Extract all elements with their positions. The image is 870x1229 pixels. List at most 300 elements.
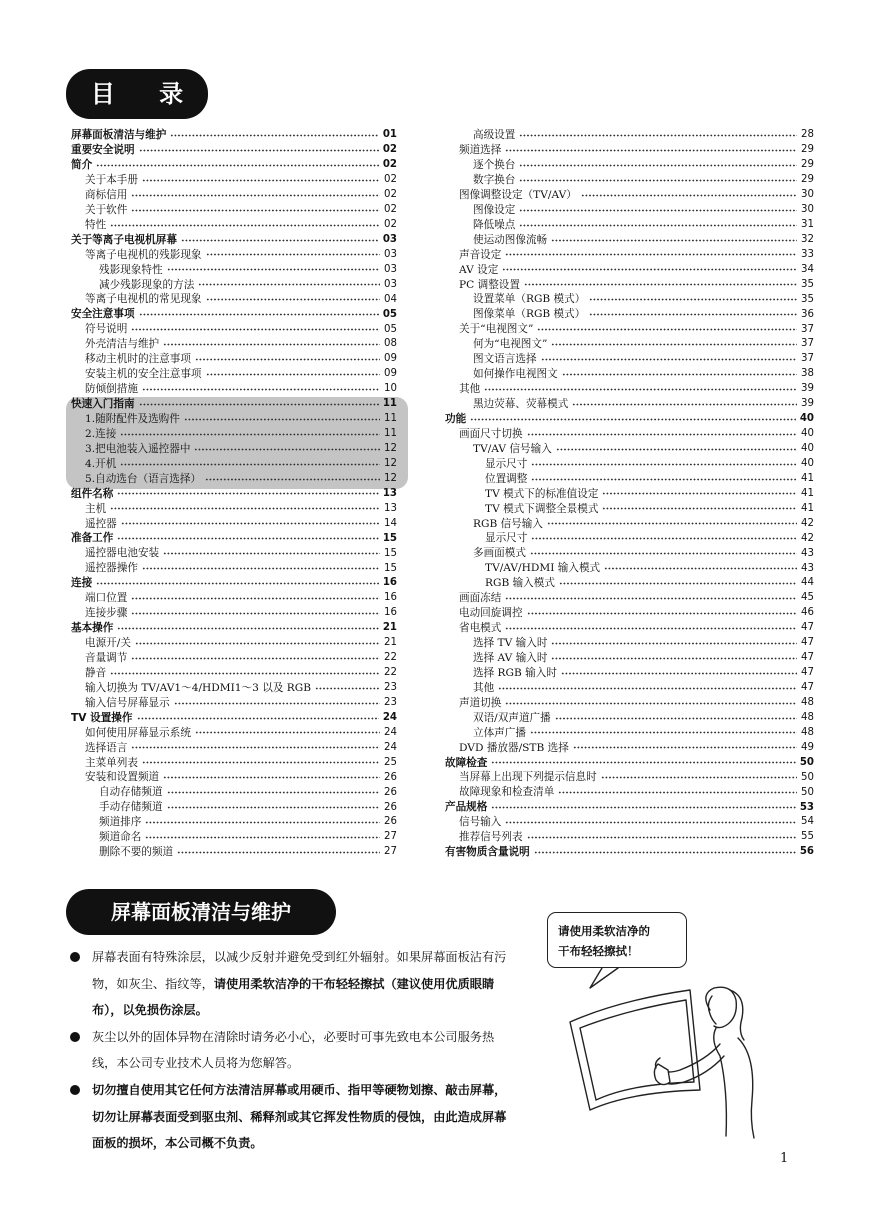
toc-leader-dots — [519, 206, 797, 215]
toc-entry-page: 29 — [801, 174, 814, 186]
toc-leader-dots — [556, 445, 797, 454]
toc-leader-dots — [541, 355, 797, 364]
toc-leader-dots — [589, 295, 797, 304]
toc-entry-title: 其他 — [473, 681, 495, 694]
toc-entry-title: 输入信号屏幕显示 — [85, 696, 170, 709]
toc-leader-dots — [117, 534, 378, 543]
toc-leader-dots — [551, 340, 797, 349]
toc-leader-dots — [505, 818, 797, 827]
toc-leader-dots — [205, 475, 380, 484]
toc-leader-dots — [562, 370, 797, 379]
bullet-text: 屏幕表面有特殊涂层，以减少反射并避免受到红外辐射。如果屏幕面板沾有污物，如灰尘、指纹等， — [92, 950, 507, 991]
toc-entry-page: 11 — [382, 398, 397, 410]
toc-entry — [71, 726, 397, 741]
toc-entry — [71, 636, 397, 651]
toc-entry — [71, 173, 397, 188]
toc-entry-title: 安装和设置频道 — [85, 771, 160, 784]
toc-entry-page: 12 — [384, 472, 397, 484]
toc-entry-page: 15 — [384, 562, 397, 574]
bullet-item — [70, 1024, 518, 1077]
toc-leader-dots — [537, 325, 797, 334]
toc-entry — [445, 427, 814, 442]
toc-leader-dots — [131, 206, 380, 215]
toc-entry-page: 37 — [801, 353, 814, 365]
toc-entry — [445, 337, 814, 352]
toc-leader-dots — [531, 475, 797, 484]
toc-entry-title: 安全注意事项 — [71, 308, 135, 321]
toc-entry-title: 如何操作电视图文 — [473, 368, 558, 381]
toc-entry — [445, 367, 814, 382]
toc-entry — [71, 442, 397, 457]
toc-entry-title: 移动主机时的注意事项 — [85, 353, 191, 366]
toc-leader-dots — [519, 161, 797, 170]
bullet-strong-text: 请使用柔软洁净的干布轻轻擦拭（建议使用优质眼睛布），以免损伤涂层。 — [92, 976, 495, 1018]
toc-leader-dots — [167, 265, 380, 274]
toc-entry-page: 37 — [801, 323, 814, 335]
toc-entry-title: 简介 — [71, 159, 93, 172]
toc-entry-title: 选择 RGB 输入时 — [473, 666, 557, 679]
toc-leader-dots — [530, 728, 797, 737]
toc-entry-page: 02 — [382, 144, 397, 156]
toc-entry-title: 图像菜单（RGB 模式） — [473, 308, 586, 321]
toc-leader-dots — [531, 460, 797, 469]
toc-title: 目 录 — [66, 69, 208, 119]
toc-entry-title: 显示尺寸 — [485, 457, 528, 470]
toc-leader-dots — [145, 818, 380, 827]
toc-entry-title: 有害物质含量说明 — [445, 846, 530, 859]
toc-entry-title: 多画面模式 — [473, 547, 526, 560]
toc-entry-page: 02 — [382, 159, 397, 171]
toc-entry-title: 防倾倒措施 — [85, 383, 138, 396]
toc-entry-title: 屏幕面板清洁与维护 — [71, 129, 167, 142]
toc-entry — [71, 457, 397, 472]
toc-entry-page: 47 — [801, 667, 814, 679]
toc-entry — [445, 203, 814, 218]
toc-leader-dots — [531, 534, 797, 543]
toc-entry-page: 47 — [801, 637, 814, 649]
toc-entry — [445, 800, 814, 815]
toc-entry-page: 47 — [801, 682, 814, 694]
toc-entry-title: 画面尺寸切换 — [459, 427, 523, 440]
toc-entry-page: 43 — [801, 547, 814, 559]
toc-entry-title: 其他 — [459, 383, 481, 396]
toc-entry-page: 13 — [384, 502, 397, 514]
toc-entry-title: 符号说明 — [85, 323, 128, 336]
toc-entry-page: 09 — [384, 353, 397, 365]
toc-entry-page: 34 — [801, 263, 814, 275]
toc-entry-title: 手动存储频道 — [99, 801, 163, 814]
toc-leader-dots — [96, 579, 379, 588]
toc-entry — [445, 696, 814, 711]
toc-entry — [71, 487, 397, 502]
toc-entry-page: 23 — [384, 696, 397, 708]
toc-entry-title: 残影现象特性 — [99, 263, 163, 276]
toc-leader-dots — [547, 519, 797, 528]
toc-entry-title: 声道切换 — [459, 696, 502, 709]
toc-leader-dots — [163, 773, 380, 782]
toc-entry — [71, 412, 397, 427]
toc-leader-dots — [137, 714, 379, 723]
toc-entry — [71, 203, 397, 218]
toc-entry — [445, 472, 814, 487]
toc-entry-page: 01 — [382, 129, 397, 141]
toc-entry-page: 48 — [801, 711, 814, 723]
toc-leader-dots — [551, 654, 797, 663]
toc-entry-title: 准备工作 — [71, 532, 114, 545]
toc-entry — [71, 188, 397, 203]
toc-leader-dots — [117, 489, 378, 498]
toc-entry-page: 41 — [801, 472, 814, 484]
cleaning-instructions — [70, 944, 518, 1157]
toc-entry — [445, 188, 814, 203]
toc-entry — [71, 248, 397, 263]
toc-entry — [445, 845, 814, 860]
toc-entry-page: 36 — [801, 308, 814, 320]
toc-entry-title: 减少残影现象的方法 — [99, 278, 195, 291]
toc-entry-title: TV 模式下的标准值设定 — [485, 487, 599, 500]
toc-leader-dots — [167, 788, 380, 797]
toc-leader-dots — [602, 504, 797, 513]
toc-entry — [71, 830, 397, 845]
toc-entry-title: TV/AV 信号输入 — [473, 442, 552, 455]
toc-entry-page: 50 — [799, 756, 814, 768]
toc-entry — [71, 307, 397, 322]
toc-leader-dots — [181, 236, 379, 245]
toc-entry-title: 双语/双声道广播 — [473, 711, 551, 724]
toc-entry — [71, 621, 397, 636]
toc-leader-dots — [505, 146, 797, 155]
toc-entry-page: 05 — [382, 308, 397, 320]
toc-entry-title: 遥控器 — [85, 517, 117, 530]
toc-entry-title: 遥控器电池安装 — [85, 547, 160, 560]
toc-entry — [71, 606, 397, 621]
toc-entry — [445, 248, 814, 263]
toc-entry — [445, 711, 814, 726]
toc-entry-page: 30 — [801, 189, 814, 201]
toc-entry — [71, 472, 397, 487]
bullet-dot-icon — [70, 952, 80, 962]
toc-entry-title: TV 设置操作 — [71, 711, 133, 724]
bubble-line: 请使用柔软洁净的 — [558, 924, 650, 938]
toc-leader-dots — [163, 549, 380, 558]
toc-leader-dots — [551, 236, 797, 245]
toc-entry-page: 23 — [384, 682, 397, 694]
toc-entry-page: 31 — [801, 218, 814, 230]
toc-entry-title: 画面冻结 — [459, 592, 502, 605]
toc-entry-page: 54 — [801, 816, 814, 828]
toc-leader-dots — [505, 250, 797, 259]
toc-entry — [71, 516, 397, 531]
toc-entry-page: 04 — [384, 293, 397, 305]
toc-leader-dots — [589, 310, 797, 319]
toc-entry — [71, 427, 397, 442]
bubble-line: 干布轻轻擦拭！ — [558, 944, 639, 958]
toc-entry — [445, 382, 814, 397]
toc-entry-page: 03 — [382, 233, 397, 245]
toc-leader-dots — [198, 280, 380, 289]
toc-leader-dots — [139, 146, 379, 155]
toc-entry-title: 遥控器操作 — [85, 562, 138, 575]
toc-entry — [71, 711, 397, 726]
toc-entry-page: 30 — [801, 204, 814, 216]
toc-entry-title: 3.把电池装入遥控器中 — [85, 442, 191, 455]
toc-entry-title: 5.自动选台（语言选择） — [85, 472, 202, 485]
toc-leader-dots — [131, 609, 380, 618]
toc-entry-title: 立体声广播 — [473, 726, 526, 739]
toc-leader-dots — [170, 131, 378, 140]
toc-entry — [445, 173, 814, 188]
toc-leader-dots — [519, 131, 797, 140]
toc-entry-page: 26 — [384, 771, 397, 783]
toc-entry-page: 02 — [384, 204, 397, 216]
toc-entry — [445, 322, 814, 337]
toc-entry-page: 16 — [382, 577, 397, 589]
toc-entry-title: RGB 信号输入 — [473, 517, 543, 530]
bullet-dot-icon — [70, 1032, 80, 1042]
toc-entry — [445, 755, 814, 770]
toc-entry-title: 功能 — [445, 412, 467, 425]
toc-entry — [445, 785, 814, 800]
toc-entry-title: 组件名称 — [71, 487, 114, 500]
toc-entry-title: 1.随附配件及选购件 — [85, 412, 180, 425]
toc-entry — [445, 606, 814, 621]
bullet-strong-text: 切勿擅自使用其它任何方法清洁屏幕或用硬币、指甲等硬物划擦、敲击屏幕，切勿让屏幕表面受到驱虫剂、稀释剂或其它挥发性物质的侵蚀，由此造成屏幕面板的损坏，本公司概不负责。 — [92, 1082, 507, 1151]
toc-left-column — [71, 128, 397, 860]
toc-entry — [71, 158, 397, 173]
toc-leader-dots — [177, 848, 380, 857]
bullet-text: 灰尘以外的固体异物在清除时请务必小心，必要时可事先致电本公司服务热线，本公司专业技术人员将为您解答。 — [92, 1029, 495, 1071]
toc-entry — [71, 651, 397, 666]
toc-entry-page: 02 — [384, 174, 397, 186]
toc-entry-title: 信号输入 — [459, 816, 502, 829]
toc-entry — [71, 681, 397, 696]
toc-entry-title: TV 模式下调整全景模式 — [485, 502, 599, 515]
toc-entry-title: 黑边荧幕、荧幕模式 — [473, 398, 569, 411]
toc-leader-dots — [602, 489, 797, 498]
toc-entry-title: 主机 — [85, 502, 107, 515]
toc-entry-title: 主菜单列表 — [85, 756, 138, 769]
toc-entry — [445, 233, 814, 248]
toc-entry — [71, 277, 397, 292]
toc-leader-dots — [505, 594, 797, 603]
toc-entry — [445, 726, 814, 741]
toc-entry-title: 图像设定 — [473, 203, 516, 216]
toc-right-column — [445, 128, 814, 860]
toc-entry-title: 等离子电视机的常见现象 — [85, 293, 202, 306]
toc-entry — [71, 785, 397, 800]
toc-entry-page: 45 — [801, 592, 814, 604]
toc-entry-title: 声音设定 — [459, 248, 502, 261]
toc-entry — [71, 755, 397, 770]
toc-entry — [445, 546, 814, 561]
toc-entry-page: 35 — [801, 293, 814, 305]
toc-entry-page: 41 — [801, 487, 814, 499]
bullet-dot-icon — [70, 1085, 80, 1095]
toc-entry — [71, 561, 397, 576]
toc-leader-dots — [534, 848, 796, 857]
toc-leader-dots — [561, 669, 797, 678]
toc-entry-page: 50 — [801, 786, 814, 798]
toc-leader-dots — [184, 415, 380, 424]
toc-entry — [445, 770, 814, 785]
toc-leader-dots — [502, 265, 797, 274]
toc-leader-dots — [572, 400, 797, 409]
toc-leader-dots — [121, 519, 380, 528]
toc-entry — [445, 740, 814, 755]
toc-leader-dots — [604, 564, 797, 573]
toc-entry-page: 27 — [384, 846, 397, 858]
toc-entry-page: 50 — [801, 771, 814, 783]
toc-entry — [71, 845, 397, 860]
toc-leader-dots — [519, 221, 797, 230]
toc-leader-dots — [163, 340, 380, 349]
toc-entry-page: 22 — [384, 667, 397, 679]
toc-entry — [71, 531, 397, 546]
toc-entry-title: 选择 TV 输入时 — [473, 637, 548, 650]
toc-entry-page: 25 — [384, 756, 397, 768]
toc-entry-page: 35 — [801, 278, 814, 290]
toc-entry — [71, 591, 397, 606]
toc-entry-page: 08 — [384, 338, 397, 350]
toc-entry — [445, 501, 814, 516]
toc-leader-dots — [142, 758, 380, 767]
toc-entry-page: 33 — [801, 248, 814, 260]
toc-entry-page: 32 — [801, 233, 814, 245]
toc-entry-page: 02 — [384, 218, 397, 230]
toc-entry-page: 22 — [384, 652, 397, 664]
toc-entry — [445, 636, 814, 651]
toc-entry-page: 39 — [801, 383, 814, 395]
toc-entry — [71, 143, 397, 158]
toc-entry-page: 44 — [801, 577, 814, 589]
toc-entry-page: 27 — [384, 831, 397, 843]
toc-entry-page: 13 — [382, 487, 397, 499]
toc-entry-title: 故障检查 — [445, 756, 488, 769]
toc-leader-dots — [519, 176, 797, 185]
toc-entry-page: 03 — [384, 248, 397, 260]
toc-entry-page: 38 — [801, 368, 814, 380]
toc-entry-title: 当屏幕上出现下列提示信息时 — [459, 771, 597, 784]
toc-entry — [445, 576, 814, 591]
toc-leader-dots — [194, 445, 380, 454]
toc-entry — [71, 501, 397, 516]
toc-leader-dots — [131, 743, 380, 752]
toc-leader-dots — [131, 594, 380, 603]
toc-entry — [71, 322, 397, 337]
toc-leader-dots — [195, 355, 380, 364]
toc-entry — [445, 442, 814, 457]
toc-leader-dots — [142, 176, 380, 185]
toc-entry-title: 选择语言 — [85, 741, 128, 754]
toc-entry-page: 05 — [384, 323, 397, 335]
section-title: 屏幕面板清洁与维护 — [66, 889, 336, 935]
toc-leader-dots — [558, 788, 797, 797]
toc-entry — [445, 830, 814, 845]
toc-entry-page: 03 — [384, 278, 397, 290]
toc-entry-page: 26 — [384, 801, 397, 813]
toc-entry — [445, 307, 814, 322]
toc-entry-page: 10 — [384, 383, 397, 395]
toc-entry-title: 自动存储频道 — [99, 786, 163, 799]
toc-entry-title: 商标信用 — [85, 188, 128, 201]
toc-entry-page: 12 — [384, 457, 397, 469]
toc-entry-title: 电源开/关 — [85, 637, 131, 650]
toc-entry — [71, 696, 397, 711]
toc-leader-dots — [174, 699, 380, 708]
toc-entry-title: 输入切换为 TV/AV1～4/HDMI1～3 以及 RGB — [85, 681, 312, 694]
toc-entry — [71, 770, 397, 785]
page-number: 1 — [780, 1151, 789, 1166]
toc-entry — [71, 382, 397, 397]
toc-entry — [445, 516, 814, 531]
toc-entry — [445, 591, 814, 606]
toc-leader-dots — [110, 669, 380, 678]
toc-entry-title: 2.连接 — [85, 427, 117, 440]
toc-entry-page: 56 — [799, 846, 814, 858]
toc-leader-dots — [527, 430, 797, 439]
toc-entry-page: 11 — [384, 413, 397, 425]
toc-leader-dots — [505, 699, 797, 708]
toc-entry-page: 29 — [801, 159, 814, 171]
toc-entry-page: 02 — [384, 189, 397, 201]
toc-entry-title: 何为“电视图文” — [473, 338, 548, 351]
toc-entry-page: 12 — [384, 443, 397, 455]
toc-entry-title: AV 设定 — [459, 263, 499, 276]
toc-entry-title: 4.开机 — [85, 457, 117, 470]
toc-entry-page: 15 — [384, 547, 397, 559]
toc-entry-title: 降低噪点 — [473, 218, 516, 231]
toc-entry-page: 26 — [384, 786, 397, 798]
toc-entry-page: 47 — [801, 652, 814, 664]
toc-entry-title: 如何使用屏幕显示系统 — [85, 726, 191, 739]
toc-leader-dots — [559, 579, 797, 588]
toc-entry-title: 频道选择 — [459, 144, 502, 157]
toc-leader-dots — [139, 310, 379, 319]
toc-entry-title: 故障现象和检查清单 — [459, 786, 555, 799]
toc-entry — [71, 292, 397, 307]
toc-entry — [71, 815, 397, 830]
toc-leader-dots — [96, 161, 379, 170]
toc-leader-dots — [601, 773, 797, 782]
toc-entry — [445, 681, 814, 696]
toc-entry-title: 关于“电视图文” — [459, 323, 534, 336]
toc-entry — [445, 292, 814, 307]
toc-entry — [71, 352, 397, 367]
toc-entry-page: 15 — [382, 532, 397, 544]
toc-leader-dots — [110, 504, 380, 513]
toc-leader-dots — [131, 191, 380, 200]
toc-entry-title: 频道排序 — [99, 816, 142, 829]
toc-entry-title: 频道命名 — [99, 831, 142, 844]
toc-entry — [445, 143, 814, 158]
toc-entry-title: 省电模式 — [459, 622, 502, 635]
toc-entry-title: 特性 — [85, 218, 107, 231]
toc-entry-title: 图像调整设定（TV/AV） — [459, 188, 577, 201]
toc-entry-page: 14 — [384, 517, 397, 529]
toc-leader-dots — [117, 624, 378, 633]
toc-entry-title: RGB 输入模式 — [485, 577, 555, 590]
toc-leader-dots — [505, 624, 797, 633]
toc-entry-page: 16 — [384, 607, 397, 619]
toc-entry-title: 外壳清洁与维护 — [85, 338, 160, 351]
toc-leader-dots — [581, 191, 797, 200]
toc-entry-title: 位置调整 — [485, 472, 528, 485]
toc-leader-dots — [527, 609, 797, 618]
toc-leader-dots — [142, 564, 380, 573]
toc-entry-title: 关于本手册 — [85, 173, 138, 186]
toc-entry-title: 逐个换台 — [473, 159, 516, 172]
toc-entry-page: 26 — [384, 816, 397, 828]
